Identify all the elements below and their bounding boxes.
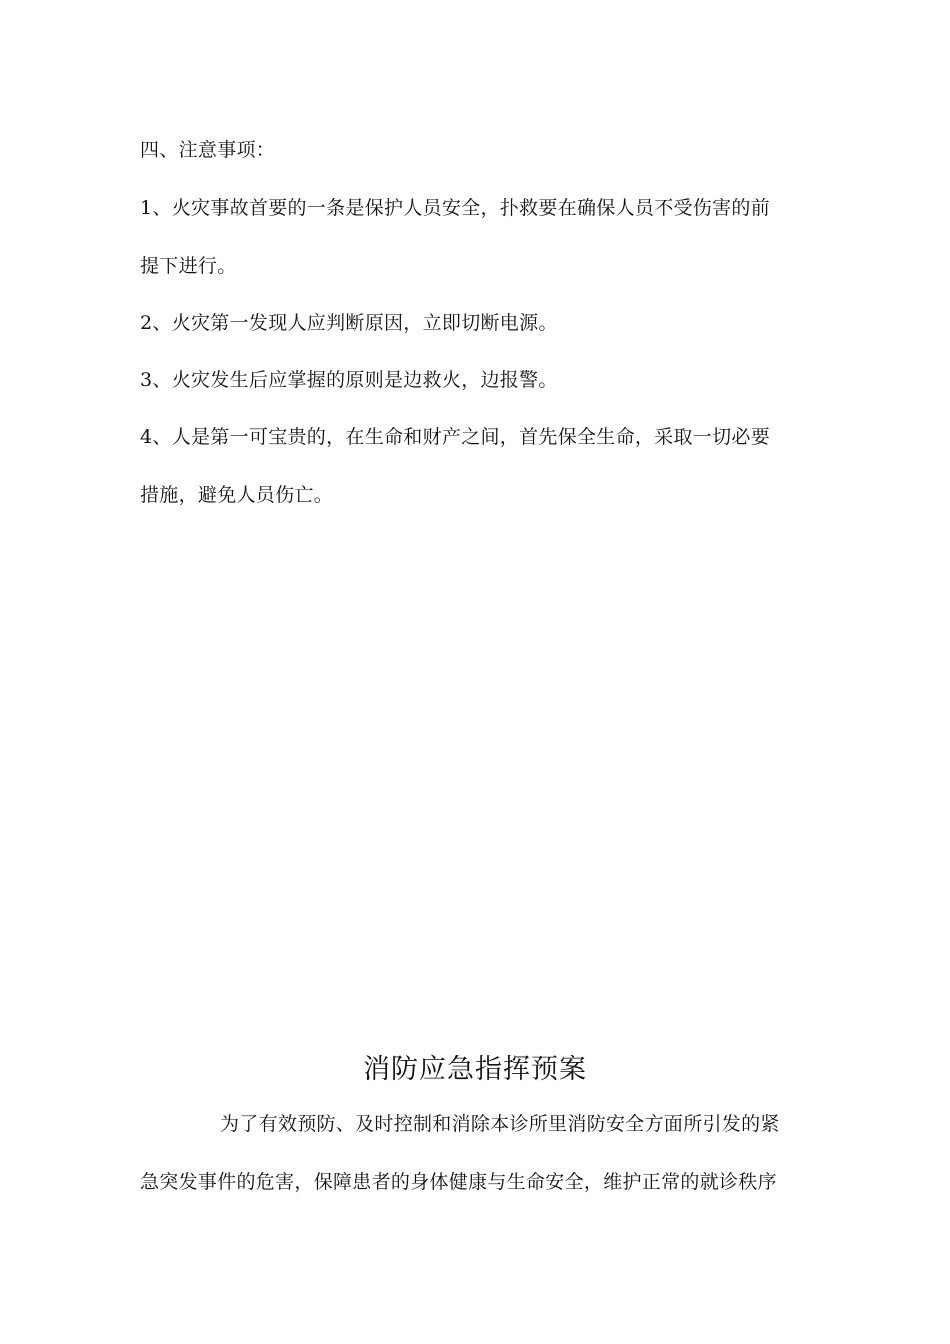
note-item-2: 2、火灾第一发现人应判断原因，立即切断电源。 xyxy=(140,312,558,334)
document-title: 消防应急指挥预案 xyxy=(363,1054,587,1085)
note-item-4-line-2: 措施，避免人员伤亡。 xyxy=(140,484,334,506)
note-item-1-line-1: 1、火灾事故首要的一条是保护人员安全，扑救要在确保人员不受伤害的前 xyxy=(140,197,770,219)
intro-paragraph-line-1: 为了有效预防、及时控制和消除本诊所里消防安全方面所引发的紧 xyxy=(220,1113,780,1135)
note-item-1-line-2: 提下进行。 xyxy=(140,255,237,277)
intro-paragraph-line-2: 急突发事件的危害，保障患者的身体健康与生命安全，维护正常的就诊秩序 xyxy=(140,1171,777,1193)
note-item-4-line-1: 4、人是第一可宝贵的，在生命和财产之间，首先保全生命，采取一切必要 xyxy=(140,426,770,448)
note-item-3: 3、火灾发生后应掌握的原则是边救火，边报警。 xyxy=(140,369,558,391)
section-heading: 四、注意事项： xyxy=(140,139,276,161)
